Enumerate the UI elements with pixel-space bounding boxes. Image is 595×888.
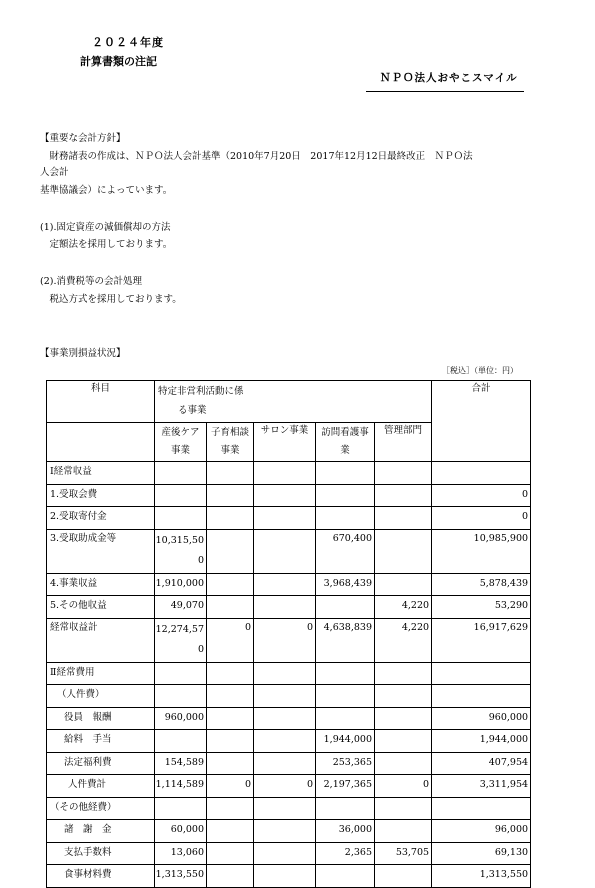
cell-c2 bbox=[207, 596, 254, 619]
cell-c4 bbox=[316, 662, 375, 685]
cell-total: 5,878,439 bbox=[432, 573, 531, 596]
cell-c5 bbox=[375, 529, 432, 573]
cell-c2: 0 bbox=[207, 775, 254, 798]
cell-c5 bbox=[375, 662, 432, 685]
policy-item2-text: 税込方式を採用しております。 bbox=[40, 294, 182, 305]
cell-c1 bbox=[155, 529, 207, 573]
cell-c1: 960,000 bbox=[155, 707, 207, 730]
cell-c3 bbox=[254, 820, 316, 843]
cell-c1 bbox=[155, 730, 207, 753]
row-label: 2.受取寄付金 bbox=[47, 507, 155, 530]
cell-c2 bbox=[207, 707, 254, 730]
cell-c4: 36,000 bbox=[316, 820, 375, 843]
table-row bbox=[47, 842, 531, 865]
cell-total: 960,000 bbox=[432, 707, 531, 730]
header-group-line1: 特定非営利活動に係 bbox=[158, 386, 244, 398]
table-row bbox=[47, 685, 531, 708]
cell-c3 bbox=[254, 752, 316, 775]
header-col2 bbox=[207, 423, 254, 462]
row-label: 法定福利費 bbox=[47, 752, 155, 775]
pl-heading: 【事業別損益状況】 bbox=[40, 348, 126, 359]
cell-c4 bbox=[316, 797, 375, 820]
cell-c1 bbox=[155, 462, 207, 485]
pl-table bbox=[46, 380, 531, 888]
header-item-blank bbox=[47, 423, 155, 462]
cell-c2 bbox=[207, 484, 254, 507]
pl-table-body bbox=[47, 462, 531, 888]
cell-c1 bbox=[155, 484, 207, 507]
cell-c1-line1: 12,274,57 bbox=[155, 624, 204, 636]
cell-total: 1,313,550 bbox=[432, 865, 531, 888]
cell-c5 bbox=[375, 707, 432, 730]
cell-c1 bbox=[155, 662, 207, 685]
policy-item2-title: (2).消費税等の会計処理 bbox=[40, 276, 142, 287]
cell-c1-line2: 0 bbox=[197, 555, 204, 566]
table-row bbox=[47, 820, 531, 843]
cell-c4 bbox=[316, 462, 375, 485]
header-col3: サロン事業 bbox=[254, 423, 316, 462]
cell-total: 1,944,000 bbox=[432, 730, 531, 753]
table-row bbox=[47, 797, 531, 820]
policy-item1-text: 定額法を採用しております。 bbox=[40, 239, 173, 250]
report-year: ２０２４年度 bbox=[92, 36, 164, 49]
cell-c3 bbox=[254, 573, 316, 596]
header-col5: 管理部門 bbox=[375, 423, 432, 462]
policy-intro-line3: 基準協議会）によっています。 bbox=[40, 185, 173, 196]
cell-c2: 0 bbox=[207, 618, 254, 662]
cell-c4: 3,968,439 bbox=[316, 573, 375, 596]
cell-c3: 0 bbox=[254, 775, 316, 798]
table-row bbox=[47, 752, 531, 775]
cell-c5 bbox=[375, 820, 432, 843]
policy-intro-line1: 財務諸表の作成は、ＮＰＯ法人会計基準（2010年7月20日 2017年12月12日最終改正 ＮＰＯ法 bbox=[40, 151, 473, 162]
cell-c4 bbox=[316, 596, 375, 619]
row-label: 食事材料費 bbox=[47, 865, 155, 888]
cell-total: 69,130 bbox=[432, 842, 531, 865]
cell-c3 bbox=[254, 662, 316, 685]
row-label: 諸 謝 金 bbox=[47, 820, 155, 843]
header-total: 合計 bbox=[432, 381, 531, 462]
header-col1 bbox=[155, 423, 207, 462]
row-label: 1.受取会費 bbox=[47, 484, 155, 507]
row-label: 支払手数料 bbox=[47, 842, 155, 865]
pl-unit: ［税込］（単位：円） bbox=[442, 366, 518, 375]
cell-c2 bbox=[207, 820, 254, 843]
cell-c4 bbox=[316, 507, 375, 530]
cell-c4 bbox=[316, 484, 375, 507]
cell-c2 bbox=[207, 462, 254, 485]
table-row bbox=[47, 529, 531, 573]
row-label: 給料 手当 bbox=[47, 730, 155, 753]
cell-c5: 53,705 bbox=[375, 842, 432, 865]
cell-c2 bbox=[207, 752, 254, 775]
row-label: （その他経費） bbox=[47, 797, 155, 820]
policy-heading: 【重要な会計方針】 bbox=[40, 133, 126, 144]
policy-intro-line2: 人会計 bbox=[40, 167, 69, 178]
table-row bbox=[47, 662, 531, 685]
cell-c4: 4,638,839 bbox=[316, 618, 375, 662]
table-row bbox=[47, 596, 531, 619]
cell-c5 bbox=[375, 797, 432, 820]
cell-c2 bbox=[207, 797, 254, 820]
header-col4-line1: 訪問看護事 bbox=[321, 426, 369, 438]
cell-c1: 49,070 bbox=[155, 596, 207, 619]
cell-c1: 1,114,589 bbox=[155, 775, 207, 798]
cell-c1: 60,000 bbox=[155, 820, 207, 843]
header-col2-line1: 子育相談 bbox=[210, 426, 249, 438]
cell-c3 bbox=[254, 507, 316, 530]
cell-c5 bbox=[375, 730, 432, 753]
organization-underline bbox=[366, 91, 524, 92]
row-label: 役員 報酬 bbox=[47, 707, 155, 730]
cell-c1-line1: 10,315,50 bbox=[155, 535, 204, 547]
cell-total: 16,917,629 bbox=[432, 618, 531, 662]
cell-total: 53,290 bbox=[432, 596, 531, 619]
row-label: 経常収益計 bbox=[47, 618, 155, 662]
cell-c3 bbox=[254, 797, 316, 820]
cell-c1: 154,589 bbox=[155, 752, 207, 775]
cell-c4: 2,365 bbox=[316, 842, 375, 865]
table-row bbox=[47, 865, 531, 888]
cell-total: 0 bbox=[432, 484, 531, 507]
cell-c3 bbox=[254, 596, 316, 619]
table-row bbox=[47, 707, 531, 730]
table-row bbox=[47, 507, 531, 530]
cell-total: 3,311,954 bbox=[432, 775, 531, 798]
report-subtitle: 計算書類の注記 bbox=[80, 55, 157, 68]
cell-c2 bbox=[207, 507, 254, 530]
cell-c1-line2: 0 bbox=[197, 644, 204, 655]
cell-total bbox=[432, 797, 531, 820]
cell-c2 bbox=[207, 685, 254, 708]
header-col4-line2: 業 bbox=[340, 445, 350, 456]
header-group bbox=[155, 381, 432, 423]
cell-c5 bbox=[375, 865, 432, 888]
cell-c3 bbox=[254, 842, 316, 865]
table-row bbox=[47, 775, 531, 798]
row-label: Ⅱ経常費用 bbox=[47, 662, 155, 685]
header-col2-line2: 事業 bbox=[220, 445, 240, 456]
cell-c3 bbox=[254, 730, 316, 753]
table-row bbox=[47, 618, 531, 662]
cell-c5: 4,220 bbox=[375, 618, 432, 662]
cell-c1 bbox=[155, 507, 207, 530]
cell-total: 0 bbox=[432, 507, 531, 530]
cell-c1 bbox=[155, 685, 207, 708]
cell-total bbox=[432, 662, 531, 685]
cell-c1 bbox=[155, 618, 207, 662]
cell-c5 bbox=[375, 507, 432, 530]
cell-total: 407,954 bbox=[432, 752, 531, 775]
cell-c5: 4,220 bbox=[375, 596, 432, 619]
header-group-line2: る事業 bbox=[178, 404, 207, 416]
cell-c2 bbox=[207, 842, 254, 865]
cell-c3 bbox=[254, 865, 316, 888]
cell-c5 bbox=[375, 462, 432, 485]
table-row bbox=[47, 573, 531, 596]
cell-c1: 1,910,000 bbox=[155, 573, 207, 596]
policy-item1-title: (1).固定資産の減価償却の方法 bbox=[40, 222, 171, 233]
cell-c1 bbox=[155, 797, 207, 820]
cell-c4 bbox=[316, 685, 375, 708]
cell-c5 bbox=[375, 685, 432, 708]
cell-c3 bbox=[254, 685, 316, 708]
header-col4 bbox=[316, 423, 375, 462]
cell-c3 bbox=[254, 484, 316, 507]
cell-c2 bbox=[207, 662, 254, 685]
organization-name: ＮＰＯ法人おやこスマイル bbox=[380, 72, 518, 84]
row-label: （人件費） bbox=[47, 685, 155, 708]
cell-c4 bbox=[316, 865, 375, 888]
cell-c4: 670,400 bbox=[316, 529, 375, 573]
cell-c2 bbox=[207, 865, 254, 888]
cell-c3 bbox=[254, 707, 316, 730]
cell-c4: 253,365 bbox=[316, 752, 375, 775]
cell-c4: 2,197,365 bbox=[316, 775, 375, 798]
cell-c1: 1,313,550 bbox=[155, 865, 207, 888]
row-label: 3.受取助成金等 bbox=[47, 529, 155, 573]
cell-c4 bbox=[316, 707, 375, 730]
row-label: 4.事業収益 bbox=[47, 573, 155, 596]
cell-total bbox=[432, 462, 531, 485]
cell-total: 96,000 bbox=[432, 820, 531, 843]
cell-c5: 0 bbox=[375, 775, 432, 798]
cell-c4: 1,944,000 bbox=[316, 730, 375, 753]
cell-c1: 13,060 bbox=[155, 842, 207, 865]
row-label: Ⅰ経常収益 bbox=[47, 462, 155, 485]
cell-c5 bbox=[375, 573, 432, 596]
row-label: 5.その他収益 bbox=[47, 596, 155, 619]
table-row bbox=[47, 462, 531, 485]
cell-c3 bbox=[254, 529, 316, 573]
cell-c2 bbox=[207, 730, 254, 753]
cell-c2 bbox=[207, 573, 254, 596]
table-row bbox=[47, 484, 531, 507]
cell-c5 bbox=[375, 752, 432, 775]
cell-c5 bbox=[375, 484, 432, 507]
table-row bbox=[47, 730, 531, 753]
cell-c2 bbox=[207, 529, 254, 573]
cell-total: 10,985,900 bbox=[432, 529, 531, 573]
header-item: 科目 bbox=[47, 381, 155, 423]
header-col1-line2: 事業 bbox=[170, 445, 190, 456]
cell-c3 bbox=[254, 462, 316, 485]
header-col1-line1: 産後ケア bbox=[161, 426, 200, 438]
cell-c3: 0 bbox=[254, 618, 316, 662]
cell-total bbox=[432, 685, 531, 708]
row-label: 人件費計 bbox=[47, 775, 155, 798]
